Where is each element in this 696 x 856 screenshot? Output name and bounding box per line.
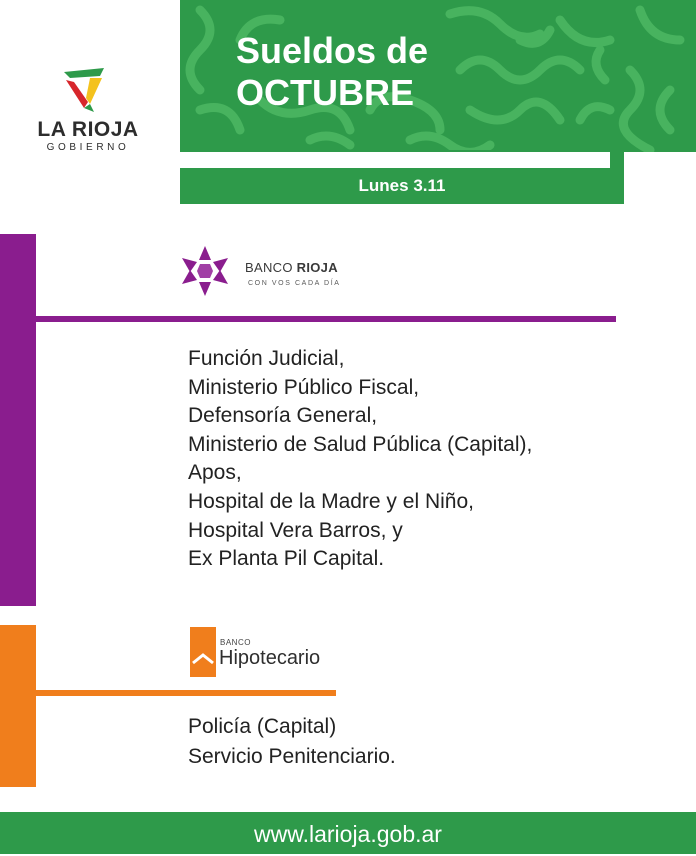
banco-rioja-list xyxy=(188,345,532,574)
list-item: Hospital Vera Barros, y xyxy=(188,518,403,542)
hipotecario-divider xyxy=(36,690,336,696)
date-bar xyxy=(180,168,624,204)
la-rioja-logo xyxy=(30,64,146,156)
banco-rioja-logo-icon xyxy=(178,244,232,298)
list-item: Policía (Capital) xyxy=(188,715,337,738)
banco-rioja-side-bar xyxy=(0,234,36,606)
list-item: Servicio Penitenciario. xyxy=(188,745,396,768)
list-item: Función Judicial, xyxy=(188,347,345,370)
header-title-line1: Sueldos de xyxy=(236,30,429,71)
hipotecario-brand: Hipotecario xyxy=(219,647,321,669)
footer-url[interactable]: www.larioja.gob.ar xyxy=(254,821,442,847)
list-item: Hospital de la Madre y el Niño, xyxy=(188,489,474,513)
banco-rioja-brand: BANCO RIOJA xyxy=(245,260,338,275)
list-item: Ex Planta Pil Capital. xyxy=(188,547,385,571)
date-label: Lunes 3.11 xyxy=(358,176,446,195)
list-item: Defensoría General, xyxy=(188,404,378,428)
hipotecario-side-bar xyxy=(0,625,36,787)
footer xyxy=(0,812,696,854)
list-item: Ministerio de Salud Pública (Capital), xyxy=(188,432,533,456)
hipotecario-list xyxy=(188,712,396,772)
banco-rioja-divider xyxy=(36,316,616,322)
banco-hipotecario-logo-icon xyxy=(190,627,216,677)
header-title-line2: OCTUBRE xyxy=(236,72,414,113)
date-bar-notch xyxy=(180,152,610,168)
hipotecario-brand-small: BANCO xyxy=(220,638,251,647)
logo-subtitle: GOBIERNO xyxy=(46,142,130,153)
list-item: Ministerio Público Fiscal, xyxy=(188,375,420,399)
la-rioja-logo-icon xyxy=(60,64,108,114)
banco-rioja-tagline: CON VOS CADA DÍA xyxy=(248,280,341,287)
header-title xyxy=(236,30,428,114)
list-item: Apos, xyxy=(188,461,242,485)
logo-title: LA RIOJA xyxy=(37,118,139,141)
